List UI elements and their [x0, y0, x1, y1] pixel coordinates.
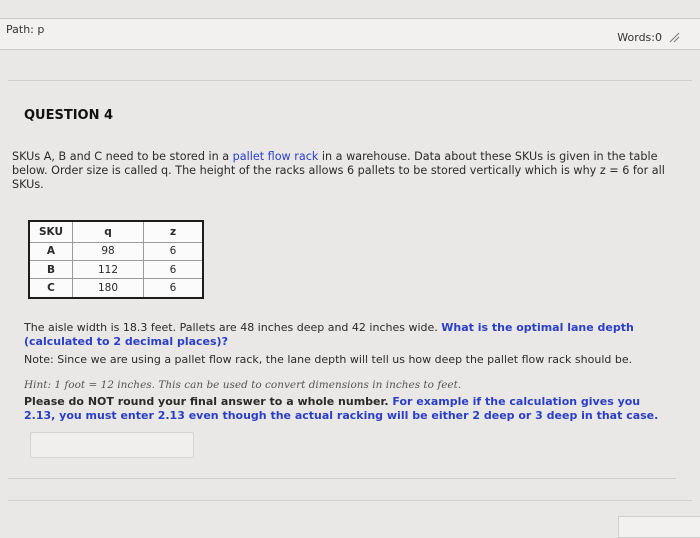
question-intro: [12, 150, 680, 192]
editor-status-bar: [0, 18, 700, 50]
next-panel-edge: [618, 516, 700, 538]
pallet-flow-rack-link[interactable]: pallet flow rack: [232, 150, 319, 163]
table-row: [29, 279, 203, 298]
question-title: QUESTION 4: [24, 108, 114, 123]
table-cell: 180: [73, 279, 144, 298]
answer-input[interactable]: [30, 432, 194, 458]
table-cell: A: [29, 242, 73, 260]
note-paragraph: Note: Since we are using a pallet flow rack, the lane depth will tell us how deep the pallet flow rack should be.: [24, 353, 633, 366]
intro-text: SKUs A, B and C need to be stored in a: [12, 150, 233, 163]
divider: [8, 80, 692, 81]
table-row: [29, 242, 203, 260]
table-cell: 6: [144, 261, 204, 279]
hint-paragraph: Hint: 1 foot = 12 inches. This can be used to convert dimensions in inches to feet.: [24, 379, 462, 391]
resize-grip-icon[interactable]: [668, 31, 680, 43]
aisle-text: The aisle width is 18.3 feet. Pallets are 48 inches deep and 42 inches wide.: [24, 321, 442, 334]
table-cell: 6: [144, 279, 204, 298]
divider: [8, 478, 676, 479]
intro-text-rest: in a warehouse. Data about these SKUs is given in the table below. Order size is called q. The height of the racks allows 6 pallets to be stored vertically which is why z = 6 for all SKUs.: [12, 150, 665, 191]
divider: [8, 500, 692, 501]
instruction-paragraph: [24, 395, 674, 423]
table-cell: 6: [144, 242, 204, 260]
table-row: [29, 261, 203, 279]
instruction-example: For example if the calculation gives you 2.13, you must enter 2.13 even though the actual racking will be either 2 deep or 3 deep in that case.: [24, 395, 659, 422]
column-header-sku: SKU: [29, 221, 73, 242]
path-label: Path: p: [6, 23, 45, 36]
word-count: Words:0: [617, 31, 662, 44]
table-cell: B: [29, 261, 73, 279]
column-header-q: q: [73, 221, 144, 242]
table-cell: 98: [73, 242, 144, 260]
table-header-row: [29, 221, 203, 242]
sku-table: [28, 220, 204, 299]
table-cell: C: [29, 279, 73, 298]
lane-depth-question: What is the optimal lane depth (calculated to 2 decimal places)?: [24, 321, 634, 348]
aisle-paragraph: [24, 321, 674, 349]
column-header-z: z: [144, 221, 204, 242]
instruction-bold: Please do NOT round your final answer to a whole number.: [24, 395, 389, 408]
table-cell: 112: [73, 261, 144, 279]
